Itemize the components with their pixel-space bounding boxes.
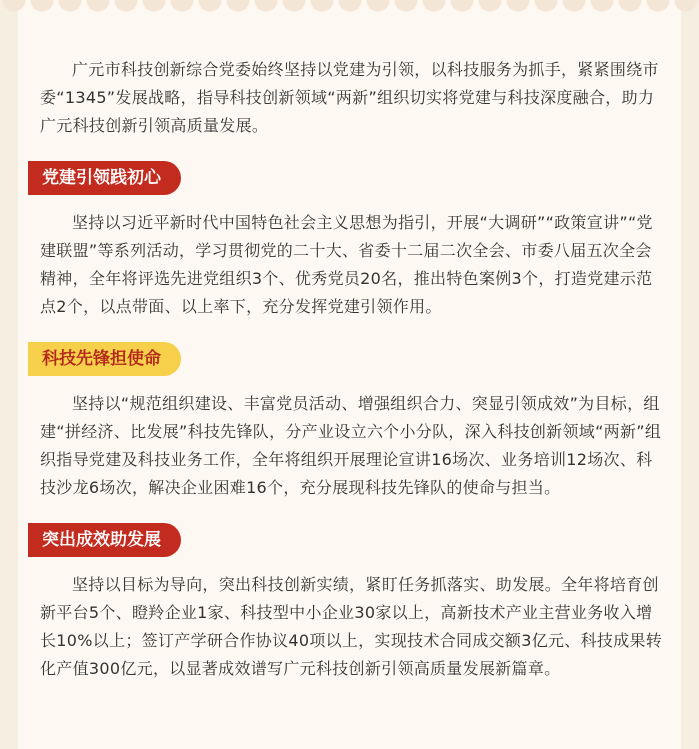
section-title-badge: 科技先锋担使命: [28, 342, 181, 376]
right-border: [681, 0, 699, 749]
section-paragraph: 坚持以“规范组织建设、丰富党员活动、增强组织合力、突显引领成效”为目标，组建“拼经济、比发展”科技先锋队，分产业设立六个小分队，深入科技创新领域“两新”组织指导党建及科技业务工作，全年将组织开展理论宣讲16场次、业务培训12场次、科技沙龙6场次，解决企业困难16个，充分展现科技先锋队的使命与担当。: [40, 394, 662, 497]
section-results: [40, 523, 666, 683]
scalloped-top-border: [0, 0, 699, 22]
section-title-badge: 党建引领践初心: [28, 161, 181, 195]
section-tech-pioneer: [40, 342, 666, 502]
left-border: [0, 0, 18, 749]
article-content: [40, 56, 666, 683]
intro-paragraph: 广元市科技创新综合党委始终坚持以党建为引领，以科技服务为抓手，紧紧围绕市委“1345”发展战略，指导科技创新领域“两新”组织切实将党建与科技深度融合，助力广元科技创新引领高质量发展。: [40, 60, 659, 135]
section-paragraph: 坚持以习近平新时代中国特色社会主义思想为指引，开展“大调研”“政策宣讲”“党建联盟”等系列活动，学习贯彻党的二十大、省委十二届二次全会、市委八届五次全会精神，全年将评选先进党组织3个、优秀党员20名，推出特色案例3个，打造党建示范点2个，以点带面、以上率下，充分发挥党建引领作用。: [40, 213, 653, 316]
section-party-building: [40, 161, 666, 321]
section-paragraph: 坚持以目标为导向，突出科技创新实绩，紧盯任务抓落实、助发展。全年将培育创新平台5个、瞪羚企业1家、科技型中小企业30家以上，高新技术产业主营业务收入增长10%以上；签订产学研合作协议40项以上，实现技术合同成交额3亿元、科技成果转化产值300亿元，以显著成效谱写广元科技创新引领高质量发展新篇章。: [40, 575, 663, 678]
section-title-badge: 突出成效助发展: [28, 523, 181, 557]
